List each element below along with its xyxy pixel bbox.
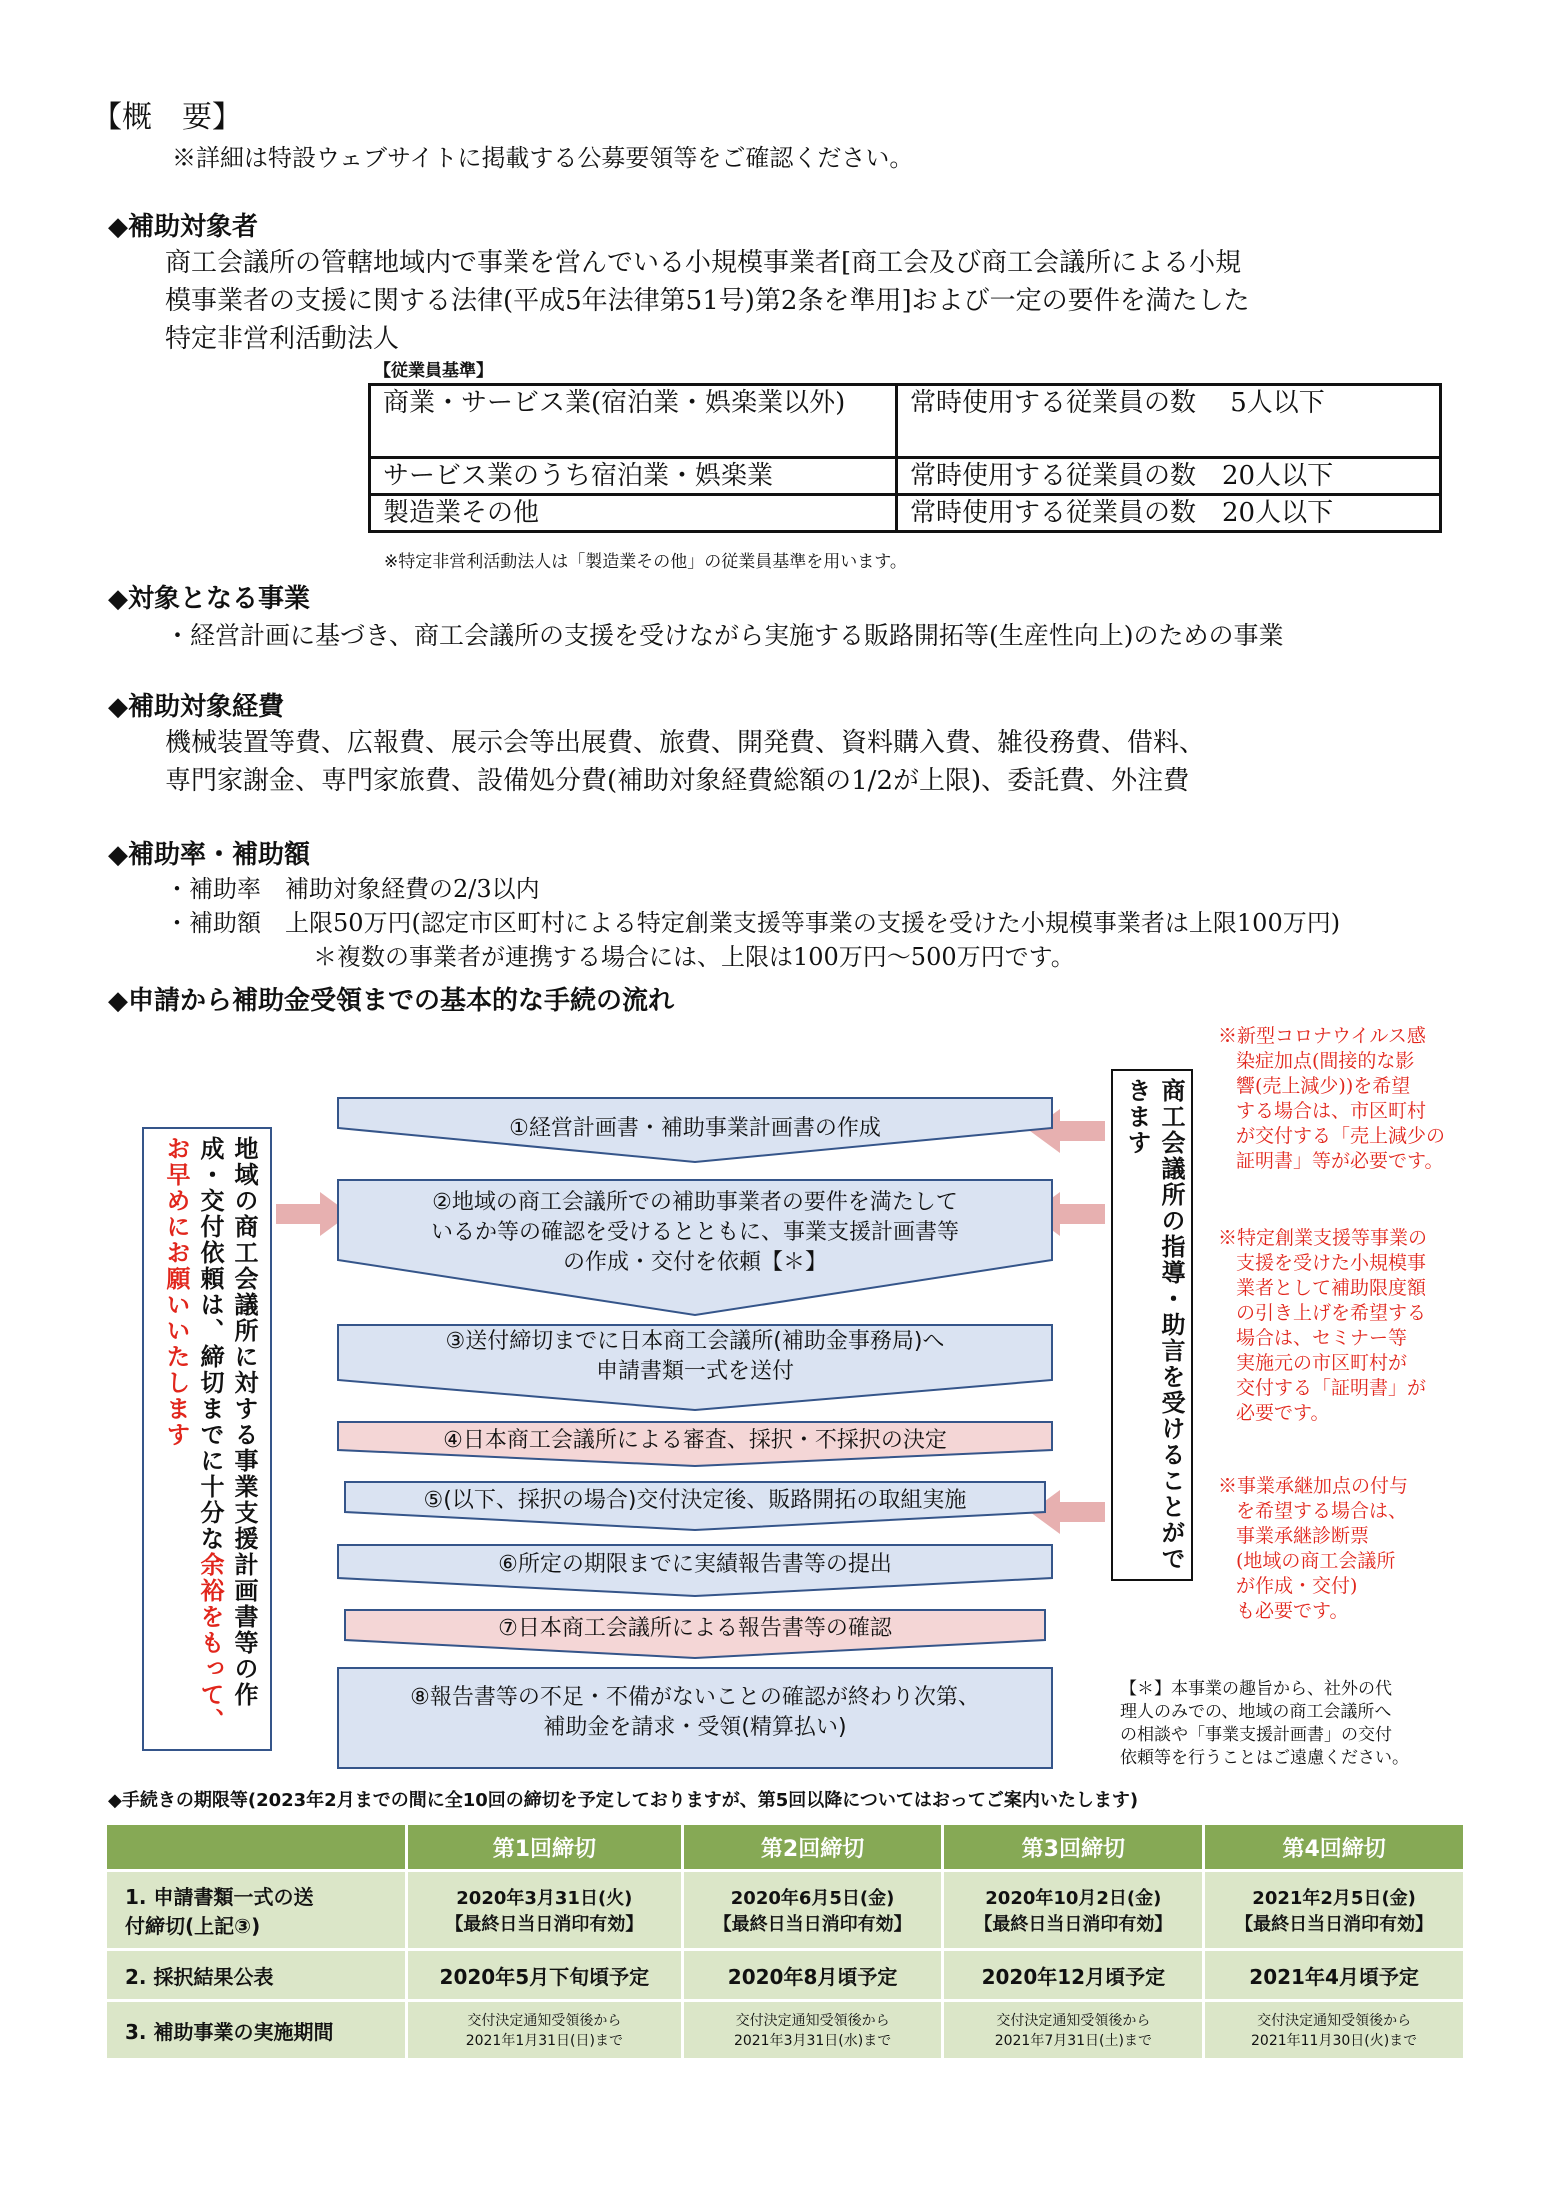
table-cell: サービス業のうち宿泊業・娯楽業 — [370, 458, 897, 495]
note-line: も必要です。 — [1236, 1600, 1349, 1622]
left-note-red: 余裕をもって、お早めにお願いいたします — [162, 1136, 224, 1734]
step-2-line: ②地域の商工会議所での補助事業者の要件を満たして — [432, 1190, 958, 1215]
note-line: 証明書」等が必要です。 — [1236, 1150, 1444, 1172]
cell-line: 2020年6月5日(金) — [730, 1888, 895, 1909]
table-cell: 2020年5月下旬頃予定 — [408, 1951, 681, 1999]
note-line: が作成・交付) — [1236, 1575, 1358, 1597]
column-header: 第2回締切 — [684, 1825, 942, 1869]
right-vertical-note: 商工会議所の指導・助言を受けることができます — [1123, 1078, 1185, 1572]
expenses-line: 専門家謝金、専門家旅費、設備処分費(補助対象経費総額の1/2が上限)、委託費、外注費 — [165, 766, 1190, 796]
schedule-heading: ◆手続きの期限等(2023年2月までの間に全10回の締切を予定しておりますが、第5回以降についてはおってご案内いたします) — [108, 1790, 1139, 1811]
table-header-row — [107, 1825, 1463, 1869]
cell-line: 交付決定通知受領後から — [467, 2013, 622, 2029]
step-8-line: 補助金を請求・受領(精算払い) — [543, 1715, 847, 1740]
targets-heading: ◆補助対象者 — [108, 212, 258, 242]
schedule-table — [104, 1822, 1466, 2061]
table-cell: 製造業その他 — [370, 495, 897, 532]
cell-line: 2020年3月31日(火) — [456, 1888, 633, 1909]
table-cell — [944, 2002, 1202, 2058]
table-row — [107, 2002, 1463, 2058]
column-header: 第4回締切 — [1205, 1825, 1463, 1869]
note-line: 実施元の市区町村が — [1236, 1352, 1408, 1374]
note-line: 場合は、セミナー等 — [1236, 1327, 1408, 1349]
note-line: の相談や「事業支援計画書」の交付 — [1120, 1725, 1392, 1745]
page-title: 【概 要】 — [92, 100, 242, 135]
targets-line: 模事業者の支援に関する法律(平成5年法律第51号)第2条を準用]および一定の要件を満たした — [165, 286, 1250, 316]
cell-line: 2021年11月30日(火)まで — [1251, 2033, 1418, 2049]
cell-line: 【最終日当日消印有効】 — [974, 1914, 1173, 1935]
step-3-line: ③送付締切までに日本商工会議所(補助金事務局)へ — [445, 1329, 945, 1354]
rate-line: ・補助率 補助対象経費の2/3以内 — [165, 875, 540, 903]
note-line: の引き上げを希望する — [1236, 1302, 1427, 1324]
column-header: 第1回締切 — [408, 1825, 681, 1869]
step-2-line: いるか等の確認を受けるとともに、事業支援計画書等 — [430, 1220, 959, 1245]
table-cell: 2021年4月頃予定 — [1205, 1951, 1463, 1999]
step-7-text: ⑦日本商工会議所による報告書等の確認 — [498, 1616, 892, 1641]
step-3-text — [338, 1327, 1052, 1387]
table-cell — [408, 1872, 681, 1948]
table-cell — [1205, 2002, 1463, 2058]
header-note: ※詳細は特設ウェブサイトに掲載する公募要領等をご確認ください。 — [172, 144, 914, 172]
employee-table-note: ※特定非営利活動法人は「製造業その他」の従業員基準を用います。 — [384, 552, 907, 572]
note-line: 響(売上減少))を希望 — [1236, 1075, 1411, 1097]
table-cell: 2020年8月頃予定 — [684, 1951, 942, 1999]
step-4-text: ④日本商工会議所による審査、採択・不採択の決定 — [443, 1428, 947, 1453]
row-header-line: 付締切(上記③) — [125, 1914, 261, 1938]
table-cell — [944, 1872, 1202, 1948]
expenses-line: 機械装置等費、広報費、展示会等出展費、旅費、開発費、資料購入費、雑役務費、借料、 — [165, 728, 1206, 758]
cell-line: 2021年2月5日(金) — [1252, 1888, 1416, 1909]
step-8-line: ⑧報告書等の不足・不備がないことの確認が終わり次第、 — [410, 1685, 980, 1710]
cell-line: 【最終日当日消印有効】 — [1235, 1914, 1434, 1935]
table-cell — [684, 2002, 942, 2058]
note-line: 必要です。 — [1236, 1402, 1330, 1424]
note-line: ※特定創業支援等事業の — [1218, 1227, 1428, 1249]
note-line: を希望する場合は、 — [1236, 1500, 1408, 1522]
business-line: ・経営計画に基づき、商工会議所の支援を受けながら実施する販路開拓等(生産性向上)のための事業 — [165, 621, 1284, 650]
step-1-text: ①経営計画書・補助事業計画書の作成 — [509, 1116, 881, 1141]
cell-line: 2021年1月31日(日)まで — [465, 2033, 623, 2049]
note-line: ※事業承継加点の付与 — [1218, 1475, 1409, 1497]
table-header-empty — [107, 1825, 405, 1869]
note-line: する場合は、市区町村 — [1236, 1100, 1427, 1122]
note-line: (地域の商工会議所 — [1236, 1550, 1396, 1572]
note-line: 支援を受けた小規模事 — [1236, 1252, 1427, 1274]
table-cell: 常時使用する従業員の数 5人以下 — [897, 385, 1441, 458]
table-cell: 常時使用する従業員の数 20人以下 — [897, 458, 1441, 495]
table-cell: 2020年12月頃予定 — [944, 1951, 1202, 1999]
cell-line: 交付決定通知受領後から — [735, 2013, 890, 2029]
targets-line: 特定非営利活動法人 — [165, 324, 400, 354]
table-cell — [684, 1872, 942, 1948]
flow-heading: ◆申請から補助金受領までの基本的な手続の流れ — [108, 986, 674, 1016]
step-5-text: ⑤(以下、採択の場合)交付決定後、販路開拓の取組実施 — [423, 1488, 967, 1513]
step-2-line: の作成・交付を依頼【＊】 — [562, 1250, 827, 1275]
note-line: 業者として補助限度額 — [1236, 1277, 1427, 1299]
rate-line: ＊複数の事業者が連携する場合には、上限は100万円～500万円です。 — [313, 943, 1075, 971]
step-6-text: ⑥所定の期限までに実績報告書等の提出 — [498, 1552, 892, 1577]
step-8-text — [338, 1683, 1052, 1743]
table-row — [107, 1951, 1463, 1999]
step-3-line: 申請書類一式を送付 — [595, 1359, 794, 1384]
rate-heading: ◆補助率・補助額 — [108, 840, 310, 870]
note-line: が交付する「売上減少の — [1236, 1125, 1446, 1147]
note-line: 染症加点(間接的な影 — [1236, 1050, 1415, 1072]
cell-line: 2021年7月31日(土)まで — [994, 2033, 1152, 2049]
table-cell — [408, 2002, 681, 2058]
cell-line: 2020年10月2日(金) — [985, 1888, 1162, 1909]
employee-table-label: 【従業員基準】 — [374, 361, 493, 381]
table-cell: 常時使用する従業員の数 20人以下 — [897, 495, 1441, 532]
cell-line: 交付決定通知受領後から — [1257, 2013, 1412, 2029]
column-header: 第3回締切 — [944, 1825, 1202, 1869]
table-cell: 商業・サービス業(宿泊業・娯楽業以外) — [370, 385, 897, 458]
table-row — [107, 1872, 1463, 1948]
cell-line: 2021年3月31日(水)まで — [733, 2033, 892, 2049]
note-line: 理人のみでの、地域の商工会議所へ — [1120, 1702, 1392, 1722]
row-header-line: 1. 申請書類一式の送 — [125, 1885, 314, 1909]
startup-note — [1218, 1226, 1478, 1426]
row-header: 3. 補助事業の実施期間 — [107, 2002, 405, 2058]
succession-note — [1218, 1474, 1478, 1624]
covid-note — [1218, 1024, 1478, 1174]
agent-note — [1120, 1678, 1490, 1770]
rate-line: ・補助額 上限50万円(認定市区町村による特定創業支援等事業の支援を受けた小規模事業者は上限100万円) — [165, 909, 1341, 937]
table-cell — [1205, 1872, 1463, 1948]
note-line: ※新型コロナウイルス感 — [1218, 1025, 1426, 1047]
expenses-heading: ◆補助対象経費 — [108, 692, 284, 722]
note-line: 交付する「証明書」が — [1236, 1377, 1427, 1399]
cell-line: 交付決定通知受領後から — [996, 2013, 1151, 2029]
left-note-black: 地域の商工会議所に対する事業支援計画書等の作成・交付依頼は、締切までに十分な — [196, 1136, 258, 1708]
row-header — [107, 1872, 405, 1948]
step-2-text — [338, 1188, 1052, 1278]
left-vertical-note — [151, 1136, 261, 1736]
cell-line: 【最終日当日消印有効】 — [713, 1914, 912, 1935]
note-line: 依頼等を行うことはご遠慮ください。 — [1120, 1748, 1409, 1768]
note-line: 【＊】本事業の趣旨から、社外の代 — [1120, 1679, 1392, 1699]
targets-line: 商工会議所の管轄地域内で事業を営んでいる小規模事業者[商工会及び商工会議所による小規 — [165, 248, 1242, 278]
business-heading: ◆対象となる事業 — [108, 584, 310, 614]
row-header: 2. 採択結果公表 — [107, 1951, 405, 1999]
cell-line: 【最終日当日消印有効】 — [445, 1914, 644, 1935]
note-line: 事業承継診断票 — [1236, 1525, 1370, 1547]
